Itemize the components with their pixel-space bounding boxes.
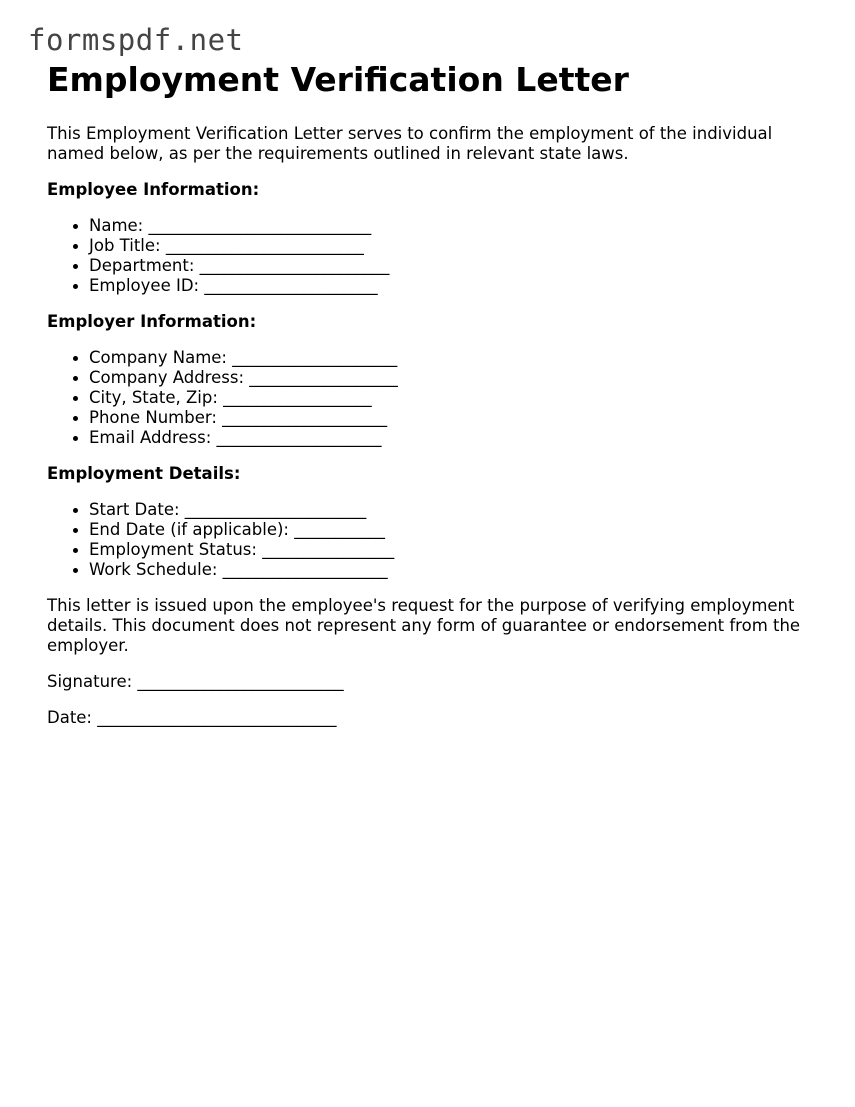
- page-title: Employment Verification Letter: [47, 60, 629, 99]
- closing-paragraph: This letter is issued upon the employee's request for the purpose of verifying employment details. This document does not represent any form of guarantee or endorsement from the employer.: [47, 596, 801, 655]
- intro-paragraph: This Employment Verification Letter serves to confirm the employment of the individual named below, as per the requirements outlined in relevant state laws.: [47, 124, 773, 163]
- job-title-field: Job Title: ________________________: [89, 236, 817, 256]
- company-address-field: Company Address: __________________: [89, 368, 817, 388]
- employment-details-list: [47, 500, 817, 580]
- email-address-field: Email Address: ____________________: [89, 428, 817, 448]
- department-field: Department: _______________________: [89, 256, 817, 276]
- employment-details-section: [47, 464, 817, 580]
- date-field: Date: _____________________________: [47, 708, 337, 727]
- letter-document: [47, 60, 817, 728]
- watermark: formspdf.net: [28, 23, 244, 57]
- company-name-field: Company Name: ____________________: [89, 348, 817, 368]
- city-state-zip-field: City, State, Zip: __________________: [89, 388, 817, 408]
- employment-status-field: Employment Status: ________________: [89, 540, 817, 560]
- start-date-field: Start Date: ______________________: [89, 500, 817, 520]
- signature-field: Signature: _________________________: [47, 672, 344, 691]
- employee-id-field: Employee ID: _____________________: [89, 276, 817, 296]
- employer-information-section: [47, 312, 817, 448]
- section-heading: Employment Details:: [47, 464, 241, 483]
- employer-information-list: [47, 348, 817, 448]
- employee-information-list: [47, 216, 817, 296]
- name-field: Name: ___________________________: [89, 216, 817, 236]
- end-date-field: End Date (if applicable): ___________: [89, 520, 817, 540]
- section-heading: Employee Information:: [47, 180, 260, 199]
- employee-information-section: [47, 180, 817, 296]
- section-heading: Employer Information:: [47, 312, 257, 331]
- phone-number-field: Phone Number: ____________________: [89, 408, 817, 428]
- work-schedule-field: Work Schedule: ____________________: [89, 560, 817, 580]
